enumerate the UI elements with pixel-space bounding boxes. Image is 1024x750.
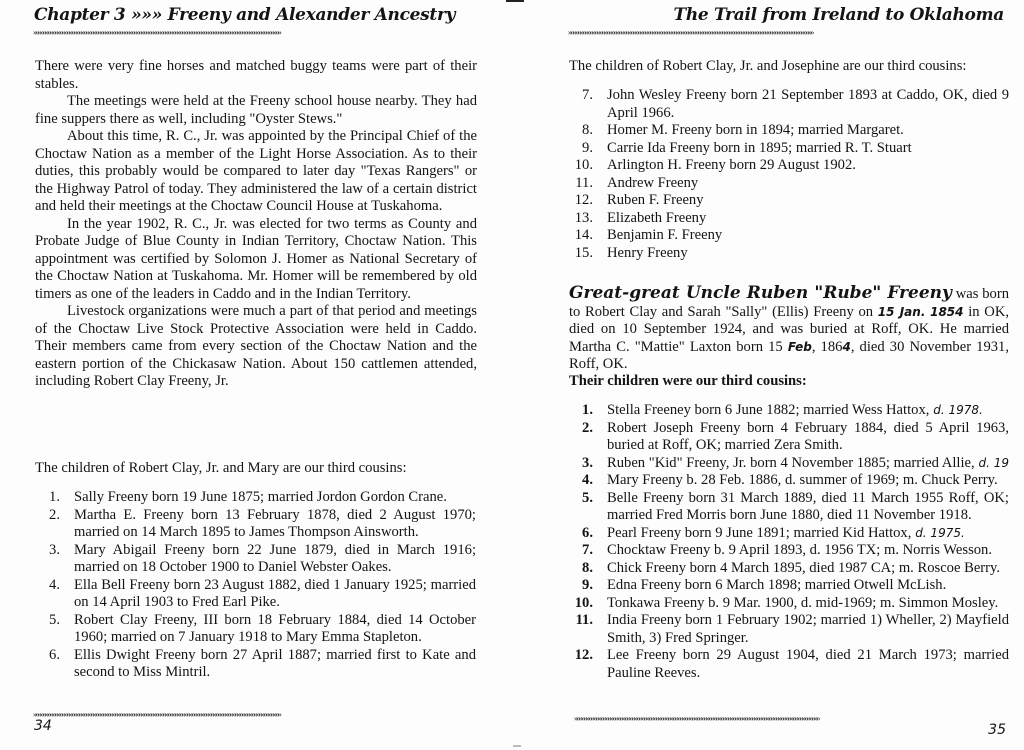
item-number: 3. xyxy=(582,454,593,471)
handwritten-note: d. 1975. xyxy=(911,525,965,540)
list-item xyxy=(569,140,1009,158)
item-text: Carrie Ida Freeny born in 1895; married R. T. Stuart xyxy=(607,139,912,156)
bio-text: , died 30 November 1931, Roff, OK. xyxy=(569,338,1010,372)
list-item xyxy=(36,647,476,682)
handwritten-note: d. 1978. xyxy=(929,403,983,417)
list-item xyxy=(569,525,1009,543)
paragraph: About this time, R. C., Jr. was appointed by the Principal Chief of the Choctaw Nation as a member of the Light Horse Association. As to their duties, this probably would be compared to later day "Texas Rangers" or the Highway Patrol of today. They administered the law of a certain district and held their meetings at the Choctaw Council House at Tuskahoma. xyxy=(35,128,477,214)
item-text: Robert Clay Freeny, III born 18 February 1884, died 14 October 1960; married on 7 January 1918 to Mary Emma Stapleton. xyxy=(74,611,476,645)
item-number: 8. xyxy=(582,122,593,138)
item-number: 4. xyxy=(582,472,593,488)
header-chevron-rule: »»»»»»»»»»»»»»»»»»»»»»»»»»»»»»»»»»»»»»»»»»»»»»»»»»»»»»»»»»»»»»»»»»»»»»»»»»»»»»»»»»»»»»»»»»»»»»»»»»»»»» xyxy=(568,29,813,37)
item-text: Homer M. Freeny born in 1894; married Margaret. xyxy=(607,122,904,138)
right-page xyxy=(512,0,1024,750)
item-text: Ella Bell Freeny born 23 August 1882, died 1 January 1925; married on 14 April 1903 to Fred Earl Pike. xyxy=(74,576,476,610)
item-number: 8. xyxy=(582,559,593,576)
list-item xyxy=(569,175,1009,193)
item-number: 5. xyxy=(582,489,593,506)
list-item xyxy=(569,455,1009,473)
list-item xyxy=(36,612,476,647)
item-number: 12. xyxy=(574,192,593,208)
bio-text: was born to Robert Clay and Sarah "Sally" (Ellis) Freeny on xyxy=(569,286,1009,320)
paragraph: The meetings were held at the Freeny school house nearby. They had fine suppers there as well, including "Oyster Stews." xyxy=(35,93,477,127)
page-number: 35 xyxy=(988,722,1006,738)
item-text: Stella Freeney born 6 June 1882; married Wess Hattox, xyxy=(607,402,930,418)
list-item xyxy=(569,192,1009,210)
item-text: Benjamin F. Freeny xyxy=(607,227,723,243)
item-text: Arlington H. Freeny born 29 August 1902. xyxy=(607,157,856,173)
list-item xyxy=(569,157,1009,175)
list-item xyxy=(569,542,1009,560)
footer-chevron-rule: »»»»»»»»»»»»»»»»»»»»»»»»»»»»»»»»»»»»»»»»»»»»»»»»»»»»»»»»»»»»»»»»»»»»»»»»»»»»»»»»»»»»»»»»»»»»»»»»»»»»»» xyxy=(574,715,819,723)
grandchildren-list xyxy=(569,402,1009,682)
paragraph: In the year 1902, R. C., Jr. was elected for two terms as County and Probate Judge of Blue County in Indian Territory, Choctaw Nation. This appointment was certified by Solomon J. Homer as National Secretary of the Choctaw Nation at Tuskahoma. Mr. Homer will be remembered by old timers as one of the leaders in Caddo and in the Indian Territory. xyxy=(35,215,477,302)
bio-paragraph xyxy=(569,285,1009,374)
handwritten-note: 15 Jan. xyxy=(877,304,926,319)
item-text: Edna Freeny born 6 March 1898; married Otwell McLish. xyxy=(607,577,947,593)
item-number: 1. xyxy=(49,489,60,505)
item-number: 10. xyxy=(574,594,593,611)
children-list xyxy=(36,489,476,682)
item-number: 5. xyxy=(49,611,60,628)
item-number: 9. xyxy=(582,577,593,593)
item-number: 4. xyxy=(49,576,60,593)
item-text: Belle Freeny born 31 March 1889, died 11 March 1955 Roff, OK; married Fred Morris born June 1880, died 11 November 1918. xyxy=(607,489,1009,523)
body-text xyxy=(35,58,477,391)
header-chevron-rule: »»»»»»»»»»»»»»»»»»»»»»»»»»»»»»»»»»»»»»»»»»»»»»»»»»»»»»»»»»»»»»»»»»»»»»»»»»»»»»»»»»»»»»»»»»»»»»»»»»»»»»» xyxy=(33,29,281,37)
item-number: 7. xyxy=(582,87,593,103)
item-number: 6. xyxy=(49,646,60,663)
item-text: Elizabeth Freeny xyxy=(607,209,707,226)
item-text: Mary Freeny b. 28 Feb. 1886, d. summer of 1969; m. Chuck Perry. xyxy=(607,472,998,488)
item-text: Pearl Freeny born 9 June 1891; married Kid Hattox, xyxy=(607,524,912,541)
item-text: Robert Joseph Freeny born 4 February 1884, died 5 April 1963, buried at Roff, OK; married Zera Smith. xyxy=(607,419,1009,453)
item-text: Martha E. Freeny born 13 February 1878, died 2 August 1970; married on 14 March 1895 to James Thompson Ainsworth. xyxy=(74,506,476,540)
item-number: 15. xyxy=(574,244,593,261)
paragraph: There were very fine horses and matched buggy teams were part of their stables. xyxy=(35,58,477,92)
children-intro: The children of Robert Clay, Jr. and Mary are our third cousins: xyxy=(35,460,407,476)
handwritten-note: 1854 xyxy=(930,304,964,319)
handwritten-note: 4 xyxy=(842,339,851,354)
item-text: Chick Freeny born 4 March 1895, died 1987 CA; m. Roscoe Berry. xyxy=(607,559,1001,576)
list-item xyxy=(569,647,1009,682)
item-text: John Wesley Freeny born 21 September 1893 at Caddo, OK, died 9 April 1966. xyxy=(607,87,1009,121)
item-text: Tonkawa Freeny b. 9 Mar. 1900, d. mid-1969; m. Simmon Mosley. xyxy=(607,594,999,611)
item-text: Henry Freeny xyxy=(607,244,688,261)
item-text: Ruben "Kid" Freeny, Jr. born 4 November 1885; married Allie, xyxy=(607,454,975,471)
item-text: Mary Abigail Freeny born 22 June 1879, died in March 1916; married on 18 October 1900 to Daniel Webster Oakes. xyxy=(74,541,476,575)
item-number: 9. xyxy=(582,139,593,156)
item-number: 3. xyxy=(49,541,60,558)
item-text: Sally Freeny born 19 June 1875; married Jordon Gordon Crane. xyxy=(74,489,447,505)
list-item xyxy=(569,210,1009,228)
item-text: Ruben F. Freeny xyxy=(607,192,704,208)
list-item xyxy=(36,489,476,507)
bio-text: , 186 xyxy=(811,338,843,355)
item-text: Ellis Dwight Freeny born 27 April 1887; married first to Kate and second to Miss Mintril. xyxy=(74,646,476,680)
list-item xyxy=(569,402,1009,420)
item-number: 11. xyxy=(575,612,593,628)
list-item xyxy=(569,490,1009,525)
item-text: Lee Freeny born 29 August 1904, died 21 March 1973; married Pauline Reeves. xyxy=(607,647,1009,681)
list-item xyxy=(569,560,1009,578)
item-text: India Freeny born 1 February 1902; married 1) Wheller, 2) Mayfield Smith, 3) Fred Springer. xyxy=(607,612,1009,646)
children-list xyxy=(569,87,1009,262)
handwritten-note: Feb xyxy=(787,339,812,354)
list-item xyxy=(569,420,1009,455)
item-number: 2. xyxy=(49,506,60,523)
handwritten-note: d. 19 xyxy=(974,455,1009,470)
item-number: 14. xyxy=(574,227,593,243)
list-item xyxy=(569,595,1009,613)
list-item xyxy=(569,577,1009,595)
bio-text: in OK, died on 10 September 1924, and was buried at Roff, OK. He married Martha C. "Mattie" Laxton born 15 xyxy=(569,303,1010,355)
paragraph: Livestock organizations were much a part of that period and meetings of the Choctaw Live Stock Protective Association were held in Caddo. Their members came from every section of the Choctaw Nation and the eastern portion of the Chickasaw Nation. About 150 cattlemen attended, including Robert Clay Freeny, Jr. xyxy=(35,303,477,389)
item-number: 10. xyxy=(574,157,593,173)
item-number: 1. xyxy=(582,402,593,418)
item-text: Chocktaw Freeny b. 9 April 1893, d. 1956 TX; m. Norris Wesson. xyxy=(607,542,992,558)
item-number: 11. xyxy=(575,174,593,191)
list-item xyxy=(569,472,1009,490)
page-number: 34 xyxy=(34,718,52,734)
grandchildren-intro: Their children were our third cousins: xyxy=(569,373,807,389)
item-number: 7. xyxy=(582,542,593,558)
item-number: 13. xyxy=(574,209,593,226)
item-number: 6. xyxy=(582,524,593,541)
list-item xyxy=(36,507,476,542)
list-item xyxy=(569,612,1009,647)
footer-chevron-rule: »»»»»»»»»»»»»»»»»»»»»»»»»»»»»»»»»»»»»»»»»»»»»»»»»»»»»»»»»»»»»»»»»»»»»»»»»»»»»»»»»»»»»»»»»»»»»»»»»»»»»»» xyxy=(33,711,281,719)
list-item xyxy=(569,227,1009,245)
list-item xyxy=(36,542,476,577)
list-item xyxy=(569,122,1009,140)
list-item xyxy=(569,87,1009,122)
item-number: 2. xyxy=(582,419,593,436)
item-number: 12. xyxy=(574,647,593,663)
children-intro: The children of Robert Clay, Jr. and Josephine are our third cousins: xyxy=(569,58,967,74)
book-title-header: The Trail from Ireland to Oklahoma xyxy=(673,5,1004,25)
chapter-header: Chapter 3 »»» Freeny and Alexander Ancestry xyxy=(34,5,456,25)
item-text: Andrew Freeny xyxy=(607,174,699,191)
bio-heading: Great-great Uncle Ruben "Rube" Freeny xyxy=(569,283,952,303)
list-item xyxy=(569,245,1009,263)
list-item xyxy=(36,577,476,612)
